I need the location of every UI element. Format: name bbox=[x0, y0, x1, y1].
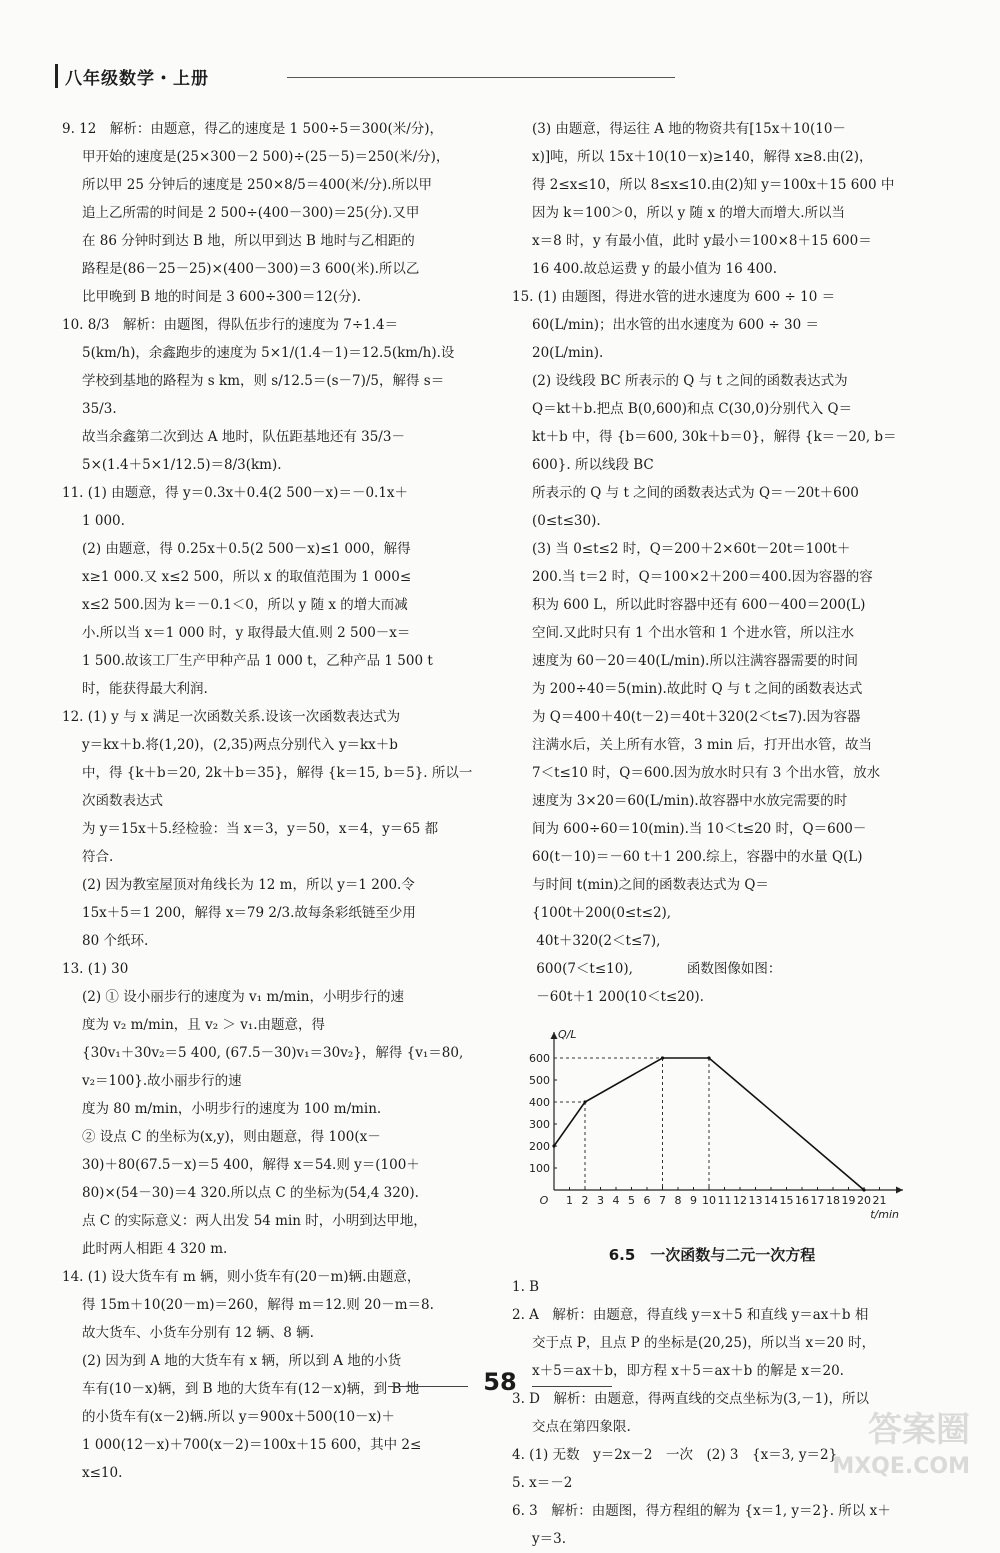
x-tick-label: 13 bbox=[748, 1194, 763, 1207]
text-line: 积为 600 L，所以此时容器中还有 600－400＝200(L) bbox=[532, 597, 866, 613]
x-tick-label: 17 bbox=[810, 1194, 825, 1207]
text-line: 16 400.故总运费 y 的最小值为 16 400. bbox=[532, 261, 778, 277]
text-line: 为 200÷40＝5(min).故此时 Q 与 t 之间的函数表达式 bbox=[532, 681, 863, 697]
y-tick-label: 100 bbox=[529, 1162, 550, 1175]
text-line: y＝kx＋b.将(1,20)，(2,35)两点分别代入 y＝kx＋b bbox=[82, 737, 398, 753]
text-line: 3. D 解析：由题意，得两直线的交点坐标为(3,－1)，所以 bbox=[512, 1391, 869, 1407]
text-line: 的小货车有(x－2)辆.所以 y＝900x＋500(10－x)＋ bbox=[82, 1409, 395, 1425]
y-axis-label: Q/L bbox=[558, 1028, 577, 1041]
text-line: 10. 8/3 解析：由题图，得队伍步行的速度为 7÷1.4＝ bbox=[62, 317, 399, 333]
text-line: (2) 由题意，得 0.25x＋0.5(2 500－x)≤1 000，解得 bbox=[82, 541, 411, 557]
text-line: (3) 当 0≤t≤2 时，Q＝200＋2×60t－20t＝100t＋ bbox=[532, 541, 851, 557]
text-line: 间为 600÷60＝10(min).当 10＜t≤20 时，Q＝600－ bbox=[532, 821, 867, 837]
footer-line-right bbox=[532, 1386, 612, 1387]
right-top-text bbox=[512, 115, 912, 1011]
text-line: 20(L/min). bbox=[532, 345, 604, 361]
page-footer bbox=[0, 1368, 1000, 1396]
text-line: ② 设点 C 的坐标为(x,y)，则由题意，得 100(x－ bbox=[82, 1129, 381, 1145]
text-line: 在 86 分钟时到达 B 地，所以甲到达 B 地时与乙相距的 bbox=[82, 233, 415, 249]
y-tick-label: 400 bbox=[529, 1096, 550, 1109]
text-line: 5×(1.4＋5×1/12.5)＝8/3(km). bbox=[82, 457, 282, 473]
text-line: 因为 k＝100＞0，所以 y 随 x 的增大而增大.所以当 bbox=[532, 205, 846, 221]
text-line: 小.所以当 x＝1 000 时，y 取得最大值.则 2 500－x＝ bbox=[82, 625, 411, 641]
text-line: 4. (1) 无数 y＝2x－2 一次 (2) 3 {x＝3, y＝2} bbox=[512, 1447, 838, 1463]
right-bottom-text bbox=[512, 1273, 912, 1553]
x-tick-label: 15 bbox=[779, 1194, 794, 1207]
text-line: 15. (1) 由题图，得进水管的进水速度为 600 ÷ 10 ＝ bbox=[512, 289, 836, 305]
text-line: 为 y＝15x＋5.经检验：当 x＝3，y＝50，x＝4，y＝65 都 bbox=[82, 821, 439, 837]
x-tick-label: 11 bbox=[717, 1194, 732, 1207]
text-line: x≤10. bbox=[82, 1465, 123, 1481]
x-tick-label: 21 bbox=[872, 1194, 887, 1207]
text-line: {30v₁＋30v₂＝5 400, (67.5－30)v₁＝30v₂}，解得 {v₁＝80, v₂＝100}.故小丽步行的速 bbox=[82, 1045, 468, 1089]
text-line: 交于点 P，且点 P 的坐标是(20,25)，所以当 x＝20 时， bbox=[532, 1335, 876, 1351]
text-line: 注满水后，关上所有水管，3 min 后，打开出水管，故当 bbox=[532, 737, 872, 753]
text-line: 1 000(12－x)＋700(x－2)＝100x＋15 600，其中 2≤ bbox=[82, 1437, 422, 1453]
text-line: 所表示的 Q 与 t 之间的函数表达式为 Q＝－20t＋600 bbox=[532, 485, 859, 501]
text-line: 比甲晚到 B 地的时间是 3 600÷300＝12(分). bbox=[82, 289, 362, 305]
text-line: 5(km/h)，余鑫跑步的速度为 5×1/(1.4－1)＝12.5(km/h).设 bbox=[82, 345, 455, 361]
text-line: (3) 由题意，得运往 A 地的物资共有[15x＋10(10－ bbox=[532, 121, 846, 137]
text-line: 路程是(86－25－25)×(400－300)＝3 600(米).所以乙 bbox=[82, 261, 420, 277]
page-header bbox=[55, 62, 625, 90]
text-line: －60t＋1 200(10＜t≤20). bbox=[532, 989, 704, 1005]
text-line: x≥1 000.又 x≤2 500，所以 x 的取值范围为 1 000≤ bbox=[82, 569, 412, 585]
text-line: 5. x＝－2 bbox=[512, 1475, 573, 1491]
text-line: 所以甲 25 分钟后的速度是 250×8/5＝400(米/分).所以甲 bbox=[82, 177, 432, 193]
header-bar bbox=[55, 64, 58, 88]
text-line: 度为 80 m/min，小明步行的速度为 100 m/min. bbox=[82, 1101, 382, 1117]
x-tick-label: 10 bbox=[702, 1194, 716, 1207]
watermark-logo: 答案圈 bbox=[868, 1410, 970, 1450]
y-axis-arrow bbox=[551, 1032, 558, 1039]
text-line: 得 2≤x≤10，所以 8≤x≤10.由(2)知 y＝100x＋15 600 中 bbox=[532, 177, 895, 193]
text-line: Q＝kt＋b.把点 B(0,600)和点 C(30,0)分别代入 Q＝ bbox=[532, 401, 853, 417]
header-title: 八年级数学・上册 bbox=[65, 69, 209, 89]
text-line: 此时两人相距 4 320 m. bbox=[82, 1241, 228, 1257]
x-tick-label: 16 bbox=[795, 1194, 809, 1207]
text-line: (2) 设线段 BC 所表示的 Q 与 t 之间的函数表达式为 bbox=[532, 373, 848, 389]
water-volume-chart bbox=[512, 1015, 899, 1235]
text-line: 为 Q＝400＋40(t－2)＝40t＋320(2＜t≤7).因为容器 bbox=[532, 709, 861, 725]
text-line: 11. (1) 由题意，得 y＝0.3x＋0.4(2 500－x)＝－0.1x＋ bbox=[62, 485, 409, 501]
text-line: x＋5＝ax＋b，即方程 x＋5＝ax＋b 的解是 x＝20. bbox=[532, 1363, 844, 1379]
text-line: 60(t－10)＝－60 t＋1 200.综上，容器中的水量 Q(L) bbox=[532, 849, 863, 865]
right-column bbox=[512, 115, 912, 1553]
text-line: 200.当 t＝2 时，Q＝100×2＋200＝400.因为容器的容 bbox=[532, 569, 873, 585]
text-line: {100t＋200(0≤t≤2), bbox=[532, 905, 672, 921]
series-point bbox=[707, 1056, 710, 1059]
text-line: 80 个纸环. bbox=[82, 933, 149, 949]
x-tick-label: 20 bbox=[857, 1194, 871, 1207]
x-tick-label: 6 bbox=[643, 1194, 651, 1207]
series-point bbox=[862, 1188, 865, 1191]
text-line: x≤2 500.因为 k＝－0.1＜0，所以 y 随 x 的增大而减 bbox=[82, 597, 408, 613]
text-line: 度为 v₂ m/min，且 v₂ ＞ v₁.由题意，得 bbox=[82, 1017, 326, 1033]
text-line: 12. (1) y 与 x 满足一次函数关系.设该一次函数表达式为 bbox=[62, 709, 401, 725]
text-line: 14. (1) 设大货车有 m 辆，则小货车有(20－m)辆.由题意， bbox=[62, 1269, 421, 1285]
text-line: (2) 因为到 A 地的大货车有 x 辆，所以到 A 地的小货 bbox=[82, 1353, 402, 1369]
text-line: 车有(10－x)辆，到 B 地的大货车有(12－x)辆，到 B 地 bbox=[82, 1381, 420, 1397]
text-line: 符合. bbox=[82, 849, 114, 865]
text-line: 60(L/min)；出水管的出水速度为 600 ÷ 30 ＝ bbox=[532, 317, 819, 333]
text-line: 学校到基地的路程为 s km，则 s/12.5＝(s－7)/5，解得 s＝35/3. bbox=[82, 373, 445, 417]
text-line: 中，得 {k＋b＝20, 2k＋b＝35}，解得 {k＝15, b＝5}. 所以一次函数表达式 bbox=[82, 765, 473, 809]
series-point bbox=[552, 1144, 555, 1147]
text-line: 得 15m＋10(20－m)＝260，解得 m＝12.则 20－m＝8. bbox=[82, 1297, 434, 1313]
text-line: 7＜t≤10 时，Q＝600.因为放水时只有 3 个出水管，放水 bbox=[532, 765, 881, 781]
x-tick-label: 5 bbox=[628, 1194, 635, 1207]
text-line: 1. B bbox=[512, 1279, 540, 1295]
text-line: 15x＋5＝1 200，解得 x＝79 2/3.故每条彩纸链至少用 bbox=[82, 905, 416, 921]
y-tick-label: 300 bbox=[529, 1118, 550, 1131]
text-line: 速度为 60－20＝40(L/min).所以注满容器需要的时间 bbox=[532, 653, 858, 669]
x-tick-label: 19 bbox=[841, 1194, 856, 1207]
text-line: 时，能获得最大利润. bbox=[82, 681, 208, 697]
text-line: (2) ① 设小丽步行的速度为 v₁ m/min，小明步行的速 bbox=[82, 989, 404, 1005]
x-axis-arrow bbox=[896, 1187, 903, 1194]
x-tick-label: 18 bbox=[826, 1194, 840, 1207]
text-line: 40t＋320(2＜t≤7), bbox=[532, 933, 661, 949]
text-line: 2. A 解析：由题意，得直线 y＝x＋5 和直线 y＝ax＋b 相 bbox=[512, 1307, 869, 1323]
text-line: 与时间 t(min)之间的函数表达式为 Q＝ bbox=[532, 877, 769, 893]
text-line: 交点在第四象限. bbox=[532, 1419, 631, 1435]
text-line: 13. (1) 30 bbox=[62, 961, 129, 977]
x-tick-label: 7 bbox=[659, 1194, 666, 1207]
text-line: (2) 因为教室屋顶对角线长为 12 m，所以 y＝1 200.令 bbox=[82, 877, 415, 893]
text-line: 追上乙所需的时间是 2 500÷(400－300)＝25(分).又甲 bbox=[82, 205, 420, 221]
text-line: (0≤t≤30). bbox=[532, 513, 601, 529]
text-line: x＝8 时，y 有最小值，此时 y最小＝100×8＋15 600＝ bbox=[532, 233, 872, 249]
series-point bbox=[661, 1056, 664, 1059]
text-line: 甲开始的速度是(25×300－2 500)÷(25－5)＝250(米/分)， bbox=[82, 149, 450, 165]
x-axis-label: t/min bbox=[870, 1208, 899, 1221]
page-number: 58 bbox=[483, 1368, 517, 1396]
origin-label: O bbox=[539, 1194, 549, 1207]
footer-line-left bbox=[388, 1386, 468, 1387]
text-line: x)]吨，所以 15x＋10(10－x)≥140，解得 x≥8.由(2)， bbox=[532, 149, 873, 165]
y-tick-label: 200 bbox=[529, 1140, 550, 1153]
text-line: 速度为 3×20＝60(L/min).故容器中水放完需要的时 bbox=[532, 793, 848, 809]
text-line: 1 000. bbox=[82, 513, 125, 529]
x-tick-label: 9 bbox=[690, 1194, 697, 1207]
text-line: kt＋b 中，得 {b＝600, 30k＋b＝0}，解得 {k＝－20, b＝600}. 所以线段 BC bbox=[532, 429, 897, 473]
text-line: 30)＋80(67.5－x)＝5 400，解得 x＝54.则 y＝(100＋ bbox=[82, 1157, 420, 1173]
header-rule bbox=[287, 77, 675, 78]
text-line: 80)×(54－30)＝4 320.所以点 C 的坐标为(54,4 320). bbox=[82, 1185, 419, 1201]
text-line: 空间.又此时只有 1 个出水管和 1 个进水管，所以注水 bbox=[532, 625, 855, 641]
x-tick-label: 3 bbox=[597, 1194, 604, 1207]
section-title: 6.5 一次函数与二元一次方程 bbox=[608, 1246, 816, 1264]
x-tick-label: 12 bbox=[733, 1194, 747, 1207]
x-tick-label: 1 bbox=[566, 1194, 573, 1207]
watermark-url: MXQE.COM bbox=[832, 1454, 970, 1479]
text-line: 6. 3 解析：由题图，得方程组的解为 {x＝1, y＝2}. 所以 x＋ bbox=[512, 1503, 891, 1519]
x-tick-label: 2 bbox=[581, 1194, 589, 1207]
text-line: 9. 12 解析：由题意，得乙的速度是 1 500÷5＝300(米/分)， bbox=[62, 121, 444, 137]
text-line: 点 C 的实际意义：两人出发 54 min 时，小明到达甲地， bbox=[82, 1213, 427, 1229]
text-line: 故当余鑫第二次到达 A 地时，队伍距基地还有 35/3－ bbox=[82, 429, 405, 445]
y-tick-label: 600 bbox=[529, 1052, 550, 1065]
text-line: 600(7＜t≤10), 函数图像如图： bbox=[532, 961, 782, 977]
series-point bbox=[583, 1100, 586, 1103]
y-tick-label: 500 bbox=[529, 1074, 550, 1087]
text-line: 故大货车、小货车分别有 12 辆、8 辆. bbox=[82, 1325, 314, 1341]
left-column bbox=[62, 115, 474, 1487]
text-line: 1 500.故该工厂生产甲种产品 1 000 t，乙种产品 1 500 t bbox=[82, 653, 433, 669]
text-line: y＝3. bbox=[532, 1531, 567, 1547]
x-tick-label: 4 bbox=[612, 1194, 620, 1207]
x-tick-label: 8 bbox=[674, 1194, 682, 1207]
x-tick-label: 14 bbox=[764, 1194, 778, 1207]
